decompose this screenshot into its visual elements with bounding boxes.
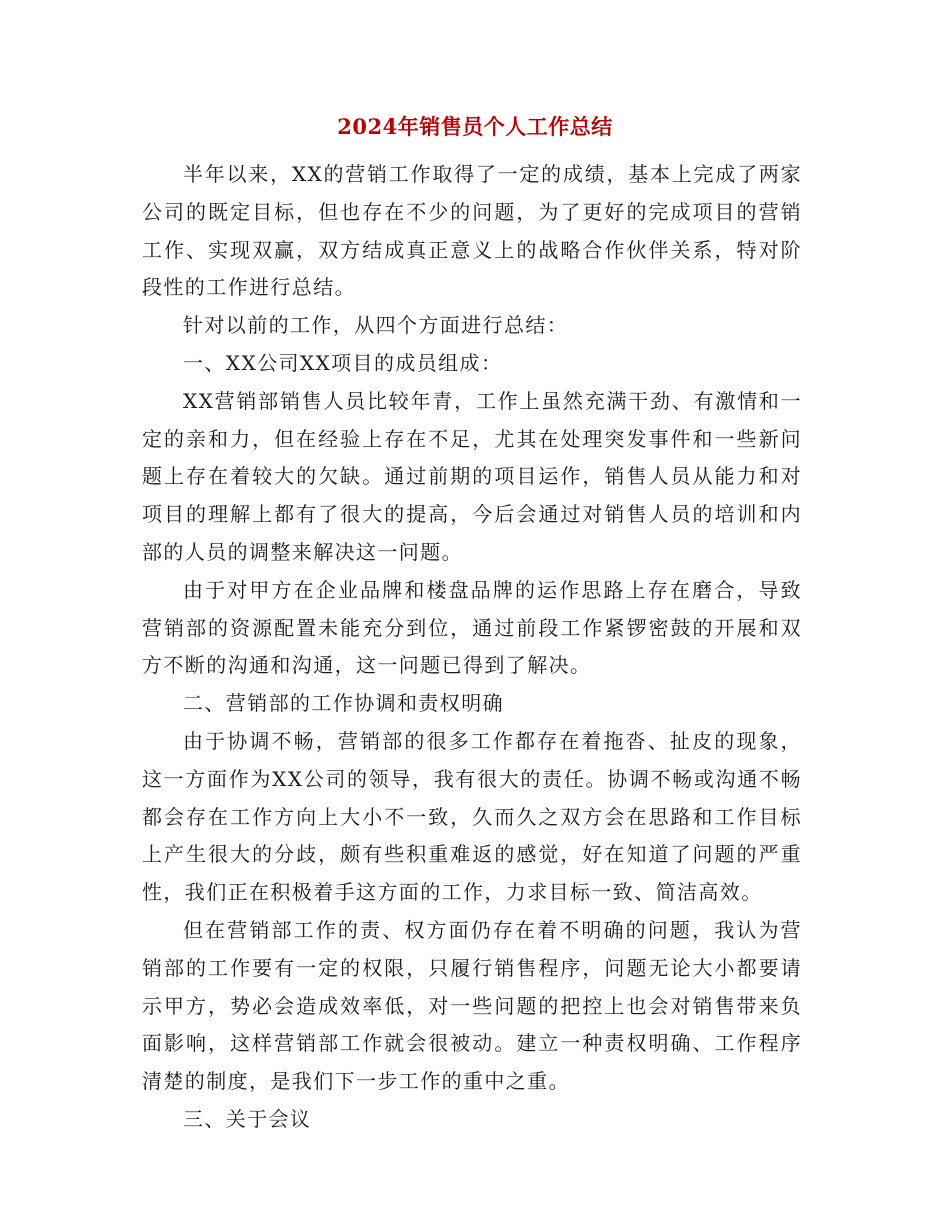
- document-body: [142, 156, 802, 1139]
- paragraph-coordination: 由于协调不畅，营销部的很多工作都存在着拖沓、扯皮的现象，这一方面作为XX公司的领导，我有很大的责任。协调不畅或沟通不畅都会存在工作方向上大小不一致，久而久之双方会在思路和工作目标上产生很大的分歧，颇有些积重难返的感觉，好在知道了问题的严重性，我们正在积极着手这方面的工作，力求目标一致、简洁高效。: [142, 728, 802, 905]
- section-heading-1: 一、XX公司XX项目的成员组成：: [183, 350, 503, 375]
- paragraph-team: XX营销部销售人员比较年青，工作上虽然充满干劲、有激情和一定的亲和力，但在经验上存在不足，尤其在处理突发事件和一些新问题上存在着较大的欠缺。通过前期的项目运作，销售人员从能力和对项目的理解上都有了很大的提高，今后会通过对销售人员的培训和内部的人员的调整来解决这一问题。: [142, 388, 802, 564]
- document-title: 2024年销售员个人工作总结: [337, 114, 613, 139]
- paragraph-responsibility: 但在营销部工作的责、权方面仍存在着不明确的问题，我认为营销部的工作要有一定的权限，只履行销售程序，问题无论大小都要请示甲方，势必会造成效率低，对一些问题的把控上也会对销售带来负面影响，这样营销部工作就会很被动。建立一种责权明确、工作程序清楚的制度，是我们下一步工作的重中之重。: [142, 917, 802, 1094]
- paragraph-resources: 由于对甲方在企业品牌和楼盘品牌的运作思路上存在磨合，导致营销部的资源配置未能充分到位，通过前段工作紧锣密鼓的开展和双方不断的沟通和沟通，这一问题已得到了解决。: [142, 577, 802, 678]
- section-heading-3: 三、关于会议: [183, 1106, 312, 1131]
- section-heading-2: 二、营销部的工作协调和责权明确: [183, 691, 504, 716]
- paragraph-summary-lead: 针对以前的工作，从四个方面进行总结：: [183, 313, 569, 338]
- paragraph-intro: 半年以来，XX的营销工作取得了一定的成绩，基本上完成了两家公司的既定目标，但也存在不少的问题，为了更好的完成项目的营销工作、实现双赢，双方结成真正意义上的战略合作伙伴关系，特对阶段性的工作进行总结。: [142, 162, 802, 300]
